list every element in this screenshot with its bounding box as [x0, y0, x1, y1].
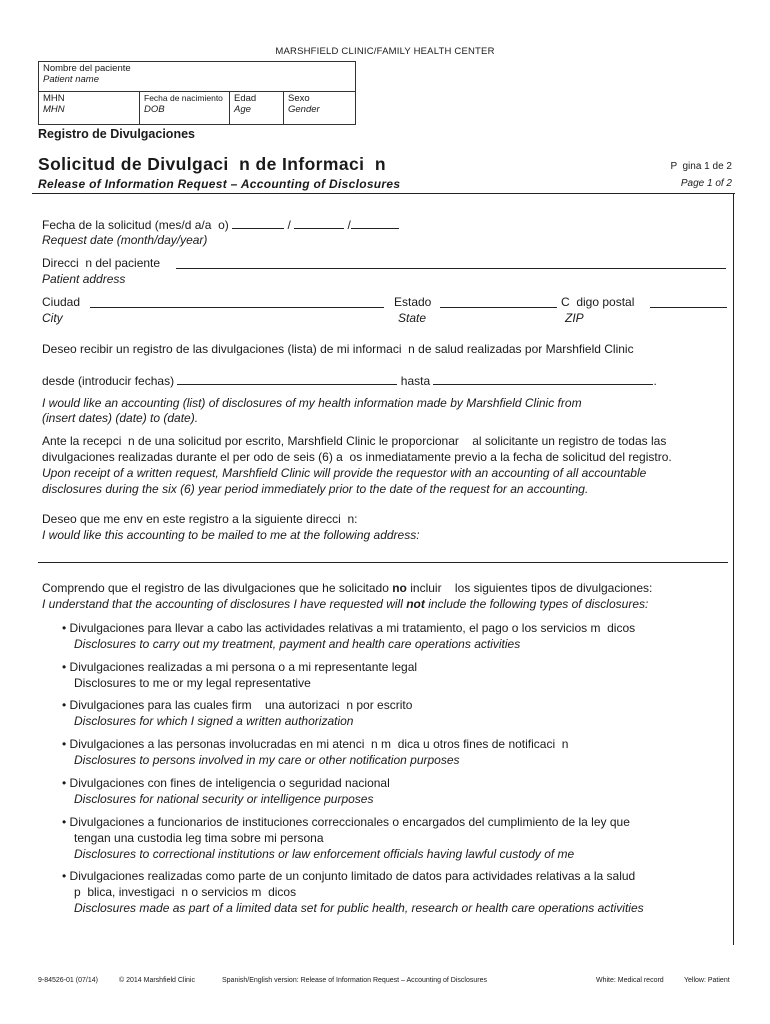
bullet-icon: • — [62, 737, 70, 751]
bullet-text-es: Divulgaciones con fines de inteligencia o seguridad nacional — [69, 776, 390, 790]
to-label-es: hasta — [400, 374, 431, 388]
accounting-request-en-1: I would like an accounting (list) of disclosures of my health information made by Marshfield Clinic from — [42, 396, 582, 410]
copyright: © 2014 Marshfield Clinic — [119, 977, 195, 984]
accounting-request-es: Deseo recibir un registro de las divulgaciones (lista) de mi informaci n de salud realizadas por Marshfield Clinic — [42, 342, 634, 356]
form-code: 9-84526-01 (07/14) — [38, 977, 98, 984]
age-label-en: Age — [234, 104, 251, 115]
section-heading: Registro de Divulgaciones — [38, 127, 195, 141]
bullet-text-es: Divulgaciones realizadas como parte de un conjunto limitado de datos para actividades relativas a la salud — [69, 869, 636, 883]
list-item — [62, 868, 644, 916]
zip-field[interactable] — [650, 307, 727, 308]
zip-label-es: C digo postal — [561, 295, 635, 309]
bullet-text-es-cont: p blica, investigaci n o servicios m dicos — [74, 885, 297, 899]
form-right-rule — [733, 193, 734, 945]
age-label-es: Edad — [234, 93, 257, 104]
version-note: Spanish/English version: Release of Information Request – Accounting of Disclosures — [222, 977, 487, 984]
request-year-field[interactable] — [351, 217, 399, 229]
bullet-text-es-cont: tengan una custodia leg tima sobre mi persona — [74, 831, 324, 845]
bullet-text-es: Divulgaciones a funcionarios de instituciones correccionales o encargados del cumplimiento de la ley que — [69, 815, 630, 829]
to-date-field[interactable] — [433, 373, 653, 385]
request-day-field[interactable] — [294, 217, 344, 229]
list-item — [62, 736, 568, 768]
understand-en — [42, 597, 648, 611]
bullet-icon: • — [62, 815, 70, 829]
understand-es-text-b: incluir los siguientes tipos de divulgaciones: — [406, 581, 653, 595]
bullet-text-en: Disclosures for national security or intelligence purposes — [74, 792, 374, 806]
city-label-en: City — [42, 311, 63, 325]
dob-label-en: DOB — [144, 104, 165, 115]
gender-label-es: Sexo — [288, 93, 310, 104]
patient-name-cell[interactable] — [39, 62, 355, 92]
mail-address-field[interactable] — [38, 562, 728, 563]
bullet-icon: • — [62, 869, 70, 883]
bullet-icon: • — [62, 621, 70, 635]
request-date-label-es: Fecha de la solicitud (mes/d a/a o) — [42, 218, 229, 232]
request-month-field[interactable] — [232, 217, 284, 229]
copy-yellow-note: Yellow: Patient — [684, 977, 730, 984]
address-label-es: Direcci n del paciente — [42, 256, 161, 270]
understand-en-emphasis: not — [406, 597, 425, 611]
request-date-label-en: Request date (month/day/year) — [42, 233, 208, 247]
title-spanish: Solicitud de Divulgaci n de Informaci n — [38, 154, 386, 174]
city-label-es: Ciudad — [42, 295, 81, 309]
bullet-text-en: Disclosures for which I signed a written authorization — [74, 714, 354, 728]
patient-id-box — [38, 61, 356, 125]
page-number-es: P gina 1 de 2 — [670, 161, 732, 172]
accounting-request-en-2: (insert dates) (date) to (date). — [42, 411, 199, 425]
bullet-text-es: Divulgaciones a las personas involucradas en mi atenci n m dica u otros fines de notificaci n — [69, 737, 569, 751]
understand-en-text-a: I understand that the accounting of disclosures I have requested will — [42, 597, 407, 611]
copy-white-note: White: Medical record — [596, 977, 664, 984]
receipt-en-2: disclosures during the six (6) year period immediately prior to the date of the request for an accounting. — [42, 482, 589, 496]
mhn-cell[interactable] — [39, 91, 139, 124]
list-item — [62, 620, 635, 652]
dob-cell[interactable] — [139, 91, 229, 124]
patient-name-label-es: Nombre del paciente — [43, 63, 131, 74]
understand-en-text-b: include the following types of disclosures: — [424, 597, 649, 611]
title-english: Release of Information Request – Accounting of Disclosures — [38, 177, 401, 191]
address-field[interactable] — [176, 268, 726, 269]
bullet-icon: • — [62, 698, 70, 712]
clinic-header: MARSHFIELD CLINIC/FAMILY HEALTH CENTER — [275, 46, 495, 57]
bullet-text-es: Divulgaciones realizadas a mi persona o a mi representante legal — [69, 660, 418, 674]
receipt-es-2: divulgaciones realizadas durante el per odo de seis (6) a os inmediatamente previo a la fecha de solicitud del registro. — [42, 450, 672, 464]
page-number-en: Page 1 of 2 — [680, 178, 732, 189]
age-cell[interactable] — [229, 91, 283, 124]
mhn-label-en: MHN — [43, 104, 65, 115]
bullet-icon: • — [62, 660, 70, 674]
list-item — [62, 697, 412, 729]
receipt-en-1: Upon receipt of a written request, Marshfield Clinic will provide the requestor with an accounting of all accountable — [42, 466, 647, 480]
bullet-text-en: Disclosures to correctional institutions or law enforcement officials having lawful custody of me — [74, 847, 575, 861]
understand-es-text-a: Comprendo que el registro de las divulgaciones que he solicitado — [42, 581, 393, 595]
receipt-es-1: Ante la recepci n de una solicitud por escrito, Marshfield Clinic le proporcionar al solicitante un registro de todas las — [42, 434, 667, 448]
gender-label-en: Gender — [288, 104, 320, 115]
from-date-field[interactable] — [177, 373, 397, 385]
list-item — [62, 659, 417, 691]
state-label-en: State — [398, 311, 427, 325]
city-field[interactable] — [90, 307, 384, 308]
state-field[interactable] — [440, 307, 557, 308]
patient-name-label-en: Patient name — [43, 74, 99, 85]
bullet-text-en: Disclosures to me or my legal representative — [74, 676, 311, 690]
understand-es-emphasis: no — [392, 581, 407, 595]
date-range-row: desde (introducir fechas) hasta . — [42, 374, 657, 388]
bullet-text-es: Divulgaciones para las cuales firm una autorizaci n por escrito — [69, 698, 413, 712]
bullet-text-en: Disclosures to carry out my treatment, payment and health care operations activities — [74, 637, 521, 651]
request-date-row: Fecha de la solicitud (mes/d a/a o) / / — [42, 217, 399, 232]
bullet-icon: • — [62, 776, 70, 790]
mhn-label-es: MHN — [43, 93, 65, 104]
mail-label-en: I would like this accounting to be mailed to me at the following address: — [42, 528, 420, 542]
understand-es — [42, 581, 652, 595]
bullet-text-en: Disclosures made as part of a limited data set for public health, research or health care operations activities — [74, 901, 644, 915]
list-item — [62, 814, 630, 862]
dob-label-es: Fecha de nacimiento — [144, 93, 223, 103]
bullet-text-en: Disclosures to persons involved in my care or other notification purposes — [74, 753, 460, 767]
gender-cell[interactable] — [283, 91, 355, 124]
mail-label-es: Deseo que me env en este registro a la siguiente direcci n: — [42, 512, 358, 526]
from-label-es: desde (introducir fechas) — [42, 374, 175, 388]
zip-label-en: ZIP — [565, 311, 584, 325]
address-label-en: Patient address — [42, 272, 126, 286]
form-top-rule — [32, 193, 735, 194]
state-label-es: Estado — [394, 295, 432, 309]
bullet-text-es: Divulgaciones para llevar a cabo las actividades relativas a mi tratamiento, el pago o los servicios m dicos — [69, 621, 636, 635]
list-item — [62, 775, 390, 807]
